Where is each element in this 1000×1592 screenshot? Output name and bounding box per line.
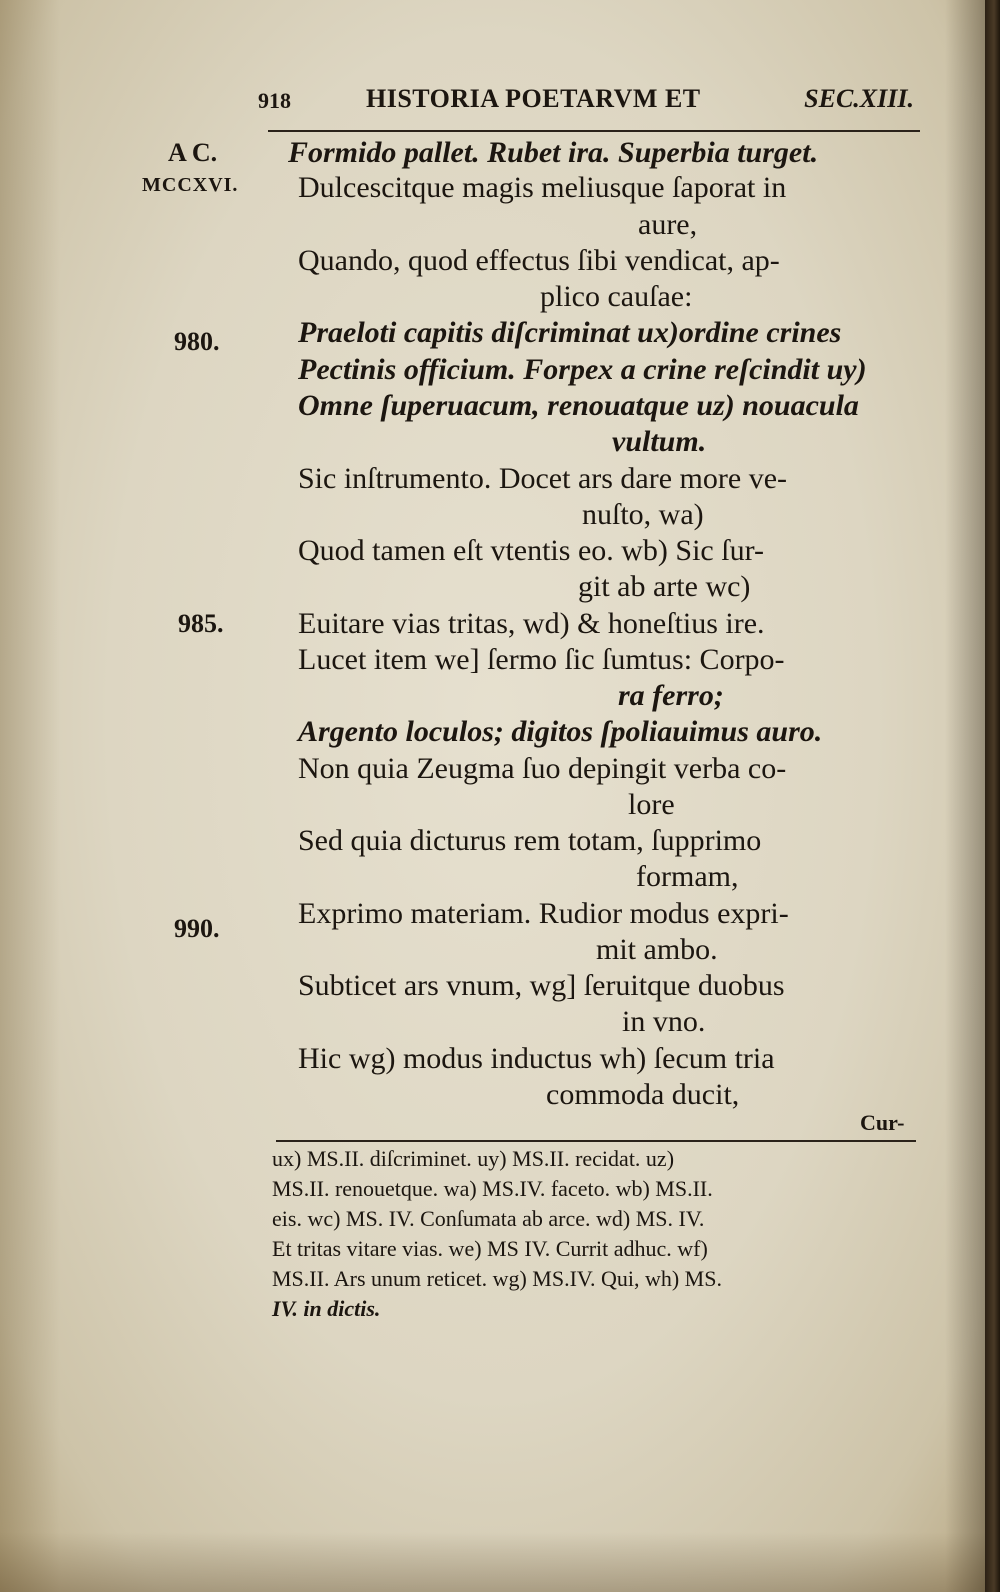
verse-line: Euitare vias tritas, wd) & honeſtius ire. <box>298 607 765 640</box>
footnote-line: IV. in dictis. <box>272 1296 381 1321</box>
section-label: SEC.XIII. <box>804 84 914 113</box>
footnote-line: MS.II. renouetque. wa) MS.IV. faceto. wb) MS.II. <box>272 1176 713 1201</box>
verse-line: Lucet item we] ſermo ſic ſumtus: Corpo- <box>298 643 785 676</box>
verse-line: Sed quia dicturus rem totam, ſupprimo <box>298 824 762 857</box>
verse-line: commoda ducit, <box>546 1078 740 1111</box>
footnote-line: MS.II. Ars unum reticet. wg) MS.IV. Qui, wh) MS. <box>272 1266 722 1291</box>
line-number-980: 980. <box>174 327 220 356</box>
verse-line: mit ambo. <box>596 933 718 966</box>
catchword: Cur- <box>860 1110 905 1135</box>
line-number-985: 985. <box>178 609 224 638</box>
verse-line: ra ferro; <box>618 679 724 712</box>
footnote-line: Et tritas vitare vias. we) MS IV. Currit adhuc. wf) <box>272 1236 708 1261</box>
verse-line: Subticet ars vnum, wg] ſeruitque duobus <box>298 969 785 1002</box>
header-rule <box>268 130 920 132</box>
verse-line: nuſto, wa) <box>582 498 704 531</box>
verse-line: aure, <box>638 208 698 241</box>
verse-line: Dulcescitque magis meliusque ſaporat in <box>298 171 787 204</box>
running-title: HISTORIA POETARVM ET <box>366 84 701 113</box>
footnote-line: ux) MS.II. diſcriminet. uy) MS.II. recidat. uz) <box>272 1146 675 1171</box>
verse-line: plico cauſae: <box>540 280 693 313</box>
page-edge-stain <box>0 0 60 1592</box>
running-header <box>258 84 918 124</box>
verse-line: Quod tamen eſt vtentis eo. wb) Sic ſur- <box>298 534 764 567</box>
page-number: 918 <box>258 88 291 113</box>
verse-line: vultum. <box>612 425 707 458</box>
verse-line: lore <box>628 788 675 821</box>
verse-line: Praeloti capitis diſcriminat ux)ordine crines <box>298 316 842 349</box>
verse-line: Exprimo materiam. Rudior modus expri- <box>298 897 789 930</box>
verse-line: git ab arte wc) <box>578 570 751 603</box>
verse-line: Formido pallet. Rubet ira. Superbia turget. <box>288 136 819 169</box>
verse-line: Omne ſuperuacum, renouatque uz) nouacula <box>298 389 859 422</box>
book-binding-edge <box>985 0 1000 1592</box>
verse-line: Pectinis officium. Forpex a crine reſcindit uy) <box>298 353 867 386</box>
footnote-rule <box>276 1140 916 1142</box>
page-bottom-stain <box>0 1532 985 1592</box>
line-number-990: 990. <box>174 914 220 943</box>
verse-line: Non quia Zeugma ſuo depingit verba co- <box>298 752 787 785</box>
footnote-line: eis. wc) MS. IV. Conſumata ab arce. wd) MS. IV. <box>272 1206 705 1231</box>
verse-line: Quando, quod effectus ſibi vendicat, ap- <box>298 244 780 277</box>
verse-line: Sic inſtrumento. Docet ars dare more ve- <box>298 462 787 495</box>
margin-year: MCCXVI. <box>142 174 239 196</box>
verse-line: in vno. <box>622 1005 706 1038</box>
verse-line: Argento loculos; digitos ſpoliauimus auro. <box>298 715 823 748</box>
verse-line: Hic wg) modus inductus wh) ſecum tria <box>298 1042 775 1075</box>
spine-shadow <box>945 0 985 1592</box>
verse-line: formam, <box>636 860 739 893</box>
margin-era: A C. <box>168 138 218 167</box>
